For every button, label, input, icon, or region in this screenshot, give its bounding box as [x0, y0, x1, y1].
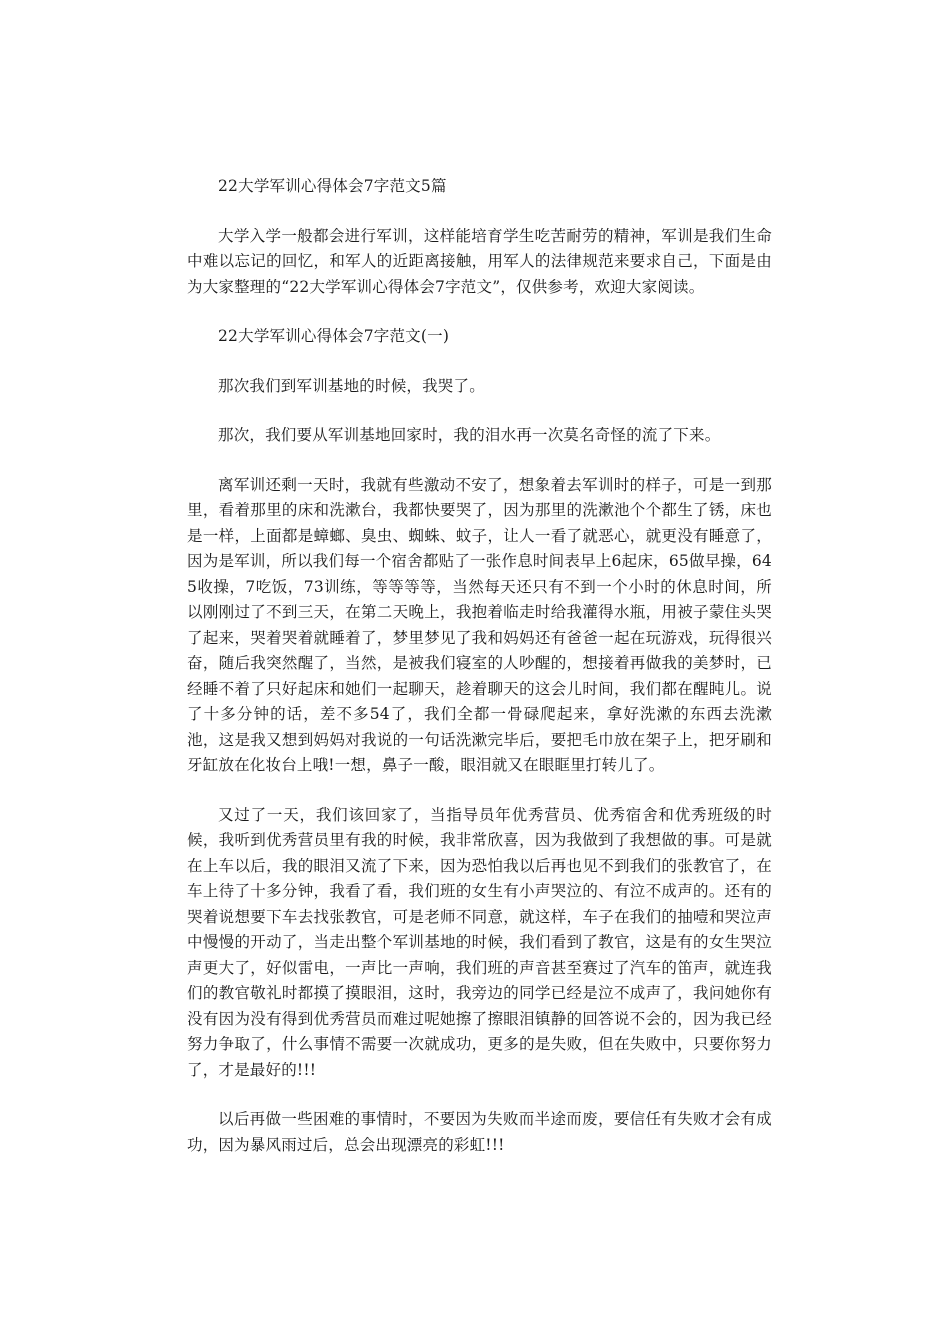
body-paragraph: 离军训还剩一天时，我就有些激动不安了，想象着去军训时的样子，可是一到那里，看着那里的床和洗漱台，我都快要哭了，因为那里的洗漱池个个都生了锈，床也是一样，上面都是蟑螂、臭虫、蜘蛛、蚊子，让人一看了就恶心，就更没有睡意了，因为是军训，所以我们每一个宿舍都贴了一张作息时间表早上6起床，65做早操，645收操，7吃饭，73训练，等等等等，当然每天还只有不到一个小时的休息时间，所以刚刚过了不到三天，在第二天晚上，我抱着临走时给我灌得水瓶，用被子蒙住头哭了起来，哭着哭着就睡着了，梦里梦见了我和妈妈还有爸爸一起在玩游戏，玩得很兴奋，随后我突然醒了，当然，是被我们寝室的人吵醒的，想接着再做我的美梦时，已经睡不着了只好起床和她们一起聊天，趁着聊天的这会儿时间，我们都在醒盹儿。说了十多分钟的话，差不多54了，我们全都一骨碌爬起来，拿好洗漱的东西去洗漱池，这是我又想到妈妈对我说的一句话洗漱完毕后，要把毛巾放在架子上，把牙刷和牙缸放在化妆台上哦!一想，鼻子一酸，眼泪就又在眼眶里打转儿了。	[187, 475, 772, 774]
intro-paragraph: 大学入学一般都会进行军训，这样能培育学生吃苦耐劳的精神，军训是我们生命中难以忘记的回忆，和军人的近距离接触，用军人的法律规范来要求自己，下面是由为大家整理的“22大学军训心得体会7字范文”，仅供参考，欢迎大家阅读。	[187, 226, 772, 296]
body-paragraph: 那次，我们要从军训基地回家时，我的泪水再一次莫名奇怪的流了下来。	[218, 426, 721, 444]
document-title: 22大学军训心得体会7字范文5篇	[218, 177, 447, 195]
body-paragraph: 以后再做一些困难的事情时，不要因为失败而半途而废，要信任有失败才会有成功，因为暴风雨过后，总会出现漂亮的彩虹!!!	[187, 1110, 772, 1154]
section-title: 22大学军训心得体会7字范文(一)	[218, 327, 450, 345]
body-paragraph: 那次我们到军训基地的时候，我哭了。	[218, 376, 485, 395]
body-paragraph: 又过了一天，我们该回家了，当指导员年优秀营员、优秀宿舍和优秀班级的时候，我听到优秀营员里有我的时候，我非常欣喜，因为我做到了我想做的事。可是就在上车以后，我的眼泪又流了下来，因为恐怕我以后再也见不到我们的张教官了，在车上待了十多分钟，我看了看，我们班的女生有小声哭泣的、有泣不成声的。还有的哭着说想要下车去找张教官，可是老师不同意，就这样，车子在我们的抽噎和哭泣声中慢慢的开动了，当走出整个军训基地的时候，我们看到了教官，这是有的女生哭泣声更大了，好似雷电，一声比一声响，我们班的声音甚至赛过了汽车的笛声，就连我们的教官敬礼时都摸了摸眼泪，这时，我旁边的同学已经是泣不成声了，我问她你有没有因为没有得到优秀营员而难过呢她擦了擦眼泪镇静的回答说不会的，因为我已经努力争取了，什么事情不需要一次就成功，更多的是失败，但在失败中，只要你努力了，才是最好的!!!	[187, 805, 772, 1079]
document-body	[187, 174, 772, 1182]
